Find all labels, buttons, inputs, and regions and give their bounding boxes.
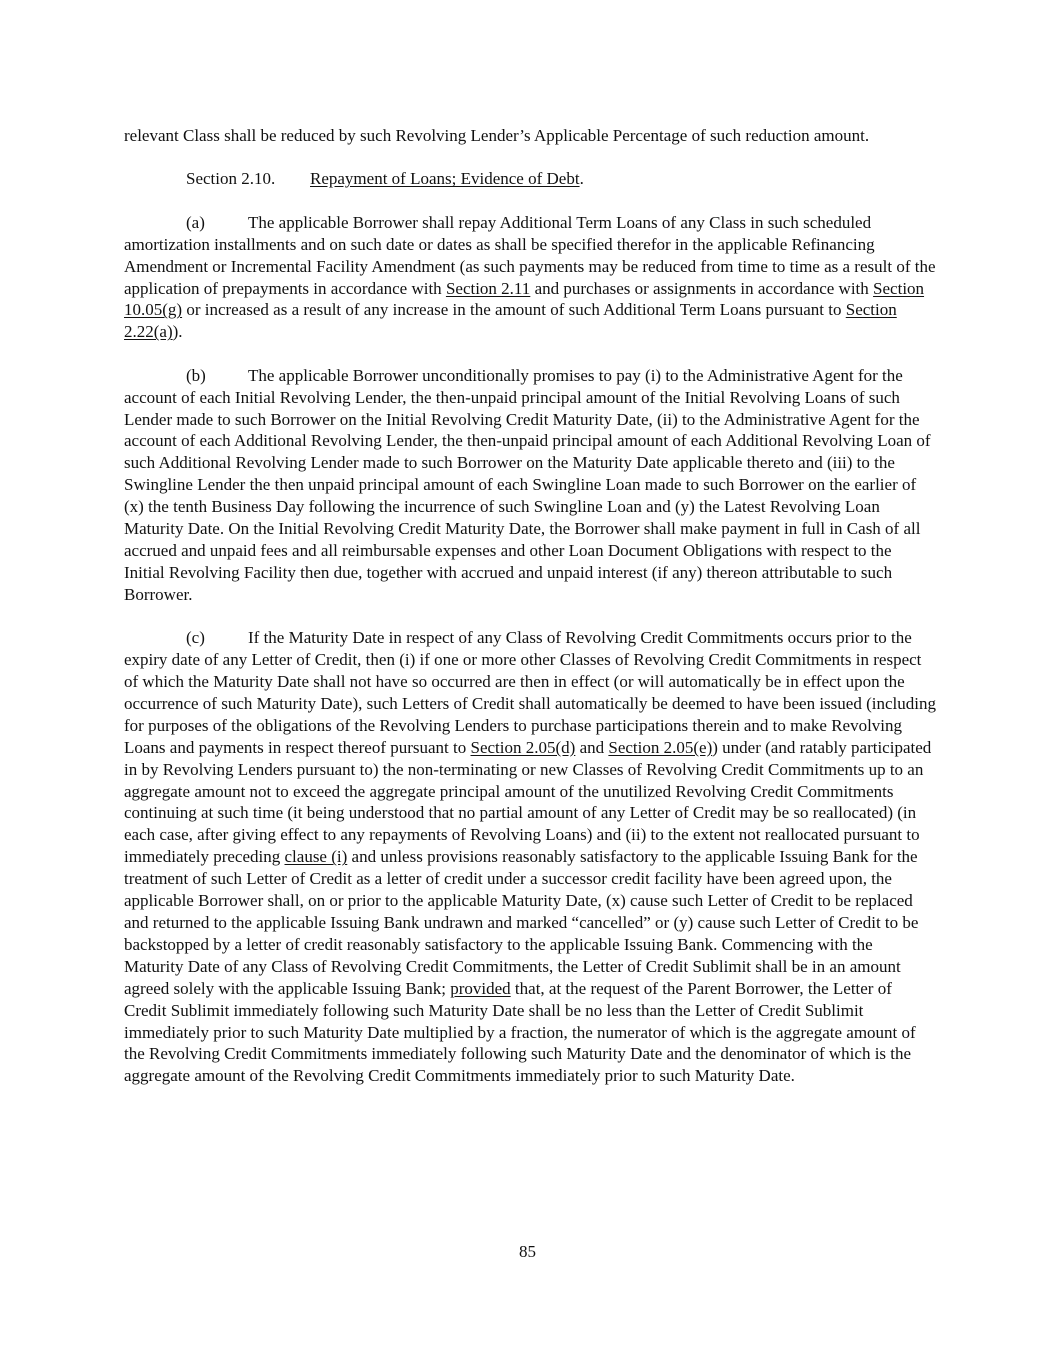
paragraph-c-text-5: that, at the request of the Parent Borrower, the Letter of Credit Sublimit immediately following such Maturity Date shall be no less than the Letter of Credit Sublimit immediately prior to such Maturity Date multiplied by a fraction, the numerator of which is the aggregate amount of the Revolving Credit Commitments immediately following such Maturity Date and the denominator of which is the aggregate amount of the Revolving Credit Commitments immediately prior to such Maturity Date. [124, 978, 916, 1086]
paragraph-a [124, 212, 936, 343]
paragraph-c-text-4: and unless provisions reasonably satisfactory to the applicable Issuing Bank for the treatment of such Letter of Credit as a letter of credit under a successor credit facility have been agreed upon, the applicable Borrower shall, on or prior to the applicable Maturity Date, (x) cause such Letter of Credit to be replaced and returned to the applicable Issuing Bank undrawn and marked “cancelled” or (y) cause such Letter of Credit to be backstopped by a letter of credit reasonably satisfactory to the applicable Issuing Bank. Commencing with the Maturity Date of any Class of Revolving Credit Commitments, the Letter of Credit Sublimit shall be in an amount agreed solely with the applicable Issuing Bank; [124, 847, 919, 998]
provided-term: provided [450, 978, 511, 998]
cross-reference-section-2-05d: Section 2.05(d) [470, 737, 576, 757]
section-heading [124, 168, 936, 190]
paragraph-a-text-3: or increased as a result of any increase in the amount of such Additional Term Loans pursuant to [182, 300, 846, 320]
section-title-end: . [579, 169, 584, 189]
document-page [124, 125, 936, 1087]
cross-reference-section-2-11: Section 2.11 [445, 278, 531, 298]
paragraph-c-text-1: If the Maturity Date in respect of any Class of Revolving Credit Commitments occurs prior to the expiry date of any Letter of Credit, then (i) if one or more other Classes of Revolving Credit Commitments in respect of which the Maturity Date shall not have so occurred are then in effect (or will automatically be in effect upon the occurrence of such Maturity Date), such Letters of Credit shall automatically be deemed to have been issued (including for purposes of the obligations of the Revolving Lenders to purchase participations therein and to make Revolving Loans and payments in respect thereof pursuant to [124, 628, 936, 757]
cross-reference-section-2-22a: Section 2.22(a) [124, 300, 897, 342]
paragraph-a-text-2: and purchases or assignments in accordance with [530, 278, 874, 298]
paragraph-a-text-4: ). [172, 322, 183, 342]
cross-reference-clause-i: clause (i) [284, 847, 348, 867]
paragraph-b [124, 365, 936, 606]
cross-reference-section-2-05e: Section 2.05(e) [608, 737, 713, 757]
paragraph-c-text-2: and [575, 737, 609, 757]
paragraph-c [124, 627, 936, 1087]
page-number: 85 [519, 1242, 536, 1261]
paragraph-a-text-1: The applicable Borrower shall repay Additional Term Loans of any Class in such scheduled amortization installments and on such date or dates as shall be specified therefor in the applicable Refinancing Amendment or Incremental Facility Amendment (as such payments may be reduced from time to time as a result of the application of prepayments in accordance with [124, 212, 936, 298]
paragraph-a-label: (a) [186, 212, 205, 232]
paragraph-c-text-3: ) under (and ratably participated in by Revolving Lenders pursuant to) the non-terminating or new Classes of Revolving Credit Commitments up to an aggregate amount not to exceed the aggregate principal amount of the unutilized Revolving Credit Commitments continuing at such time (it being understood that no partial amount of any Letter of Credit may be so reallocated) (in each case, after giving effect to any repayments of Revolving Loans) and (ii) to the extent not reallocated pursuant to immediately preceding [124, 737, 932, 867]
paragraph-c-label: (c) [186, 628, 205, 648]
paragraph-b-text: The applicable Borrower unconditionally promises to pay (i) to the Administrative Agent for the account of each Initial Revolving Lender, the then-unpaid principal amount of the Initial Revolving Loans of such Lender made to such Borrower on the Initial Revolving Credit Maturity Date, (ii) to the Administrative Agent for the account of each Additional Revolving Lender, the then-unpaid principal amount of each Additional Revolving Loan of such Additional Revolving Lender made to such Borrower on the Maturity Date applicable thereto and (iii) to the Swingline Lender the then unpaid principal amount of each Swingline Loan made to such Borrower on the earlier of (x) the tenth Business Day following the incurrence of such Swingline Loan and (y) the Latest Revolving Loan Maturity Date. On the Initial Revolving Credit Maturity Date, the Borrower shall make payment in full in Cash of all accrued and unpaid fees and all reimbursable expenses and other Loan Document Obligations with respect to the Initial Revolving Facility then due, together with accrued and unpaid interest (if any) thereon attributable to such Borrower. [124, 365, 931, 604]
continuation-paragraph: relevant Class shall be reduced by such Revolving Lender’s Applicable Percentage of such reduction amount. [124, 126, 870, 145]
cross-reference-section-10-05g: Section 10.05(g) [124, 278, 925, 320]
section-number: Section 2.10. [186, 169, 276, 189]
paragraph-b-label: (b) [186, 365, 206, 385]
section-title: Repayment of Loans; Evidence of Debt [310, 169, 580, 189]
